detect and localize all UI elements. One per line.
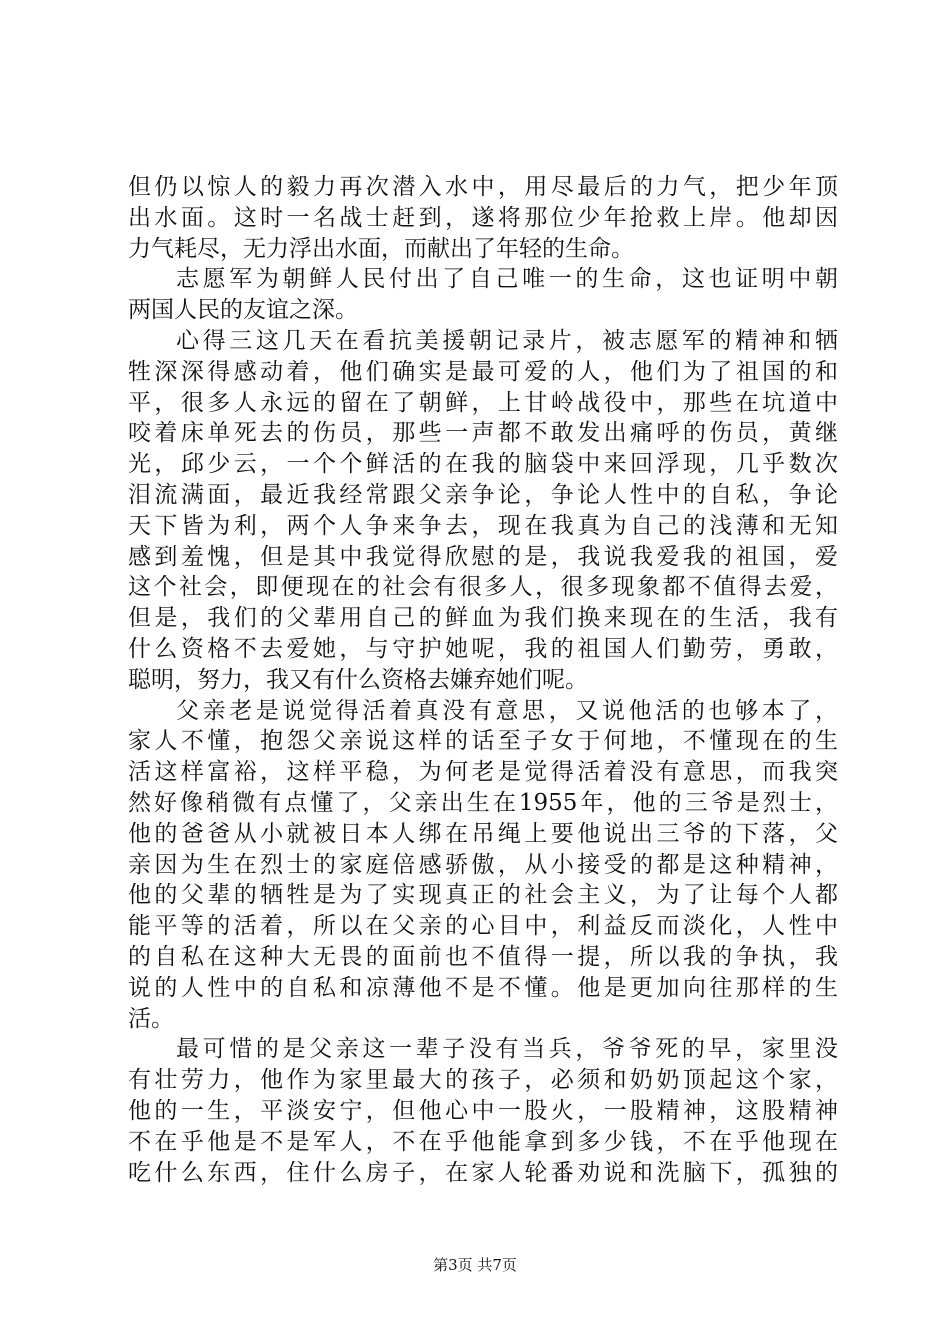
text-line: 力气耗尽，无力浮出水面，而献出了年轻的生命。 <box>128 235 634 262</box>
text-line: 出水面。这时一名战士赶到，遂将那位少年抢救上岸。他却因 <box>128 204 838 231</box>
text-line: 吃什么东西，住什么房子，在家人轮番劝说和洗脑下，孤独的 <box>128 1159 838 1186</box>
text-line: 父亲老是说觉得活着真没有意思，又说他活的也够本了， <box>176 697 838 724</box>
text-line: 泪流满面，最近我经常跟父亲争论，争论人性中的自私，争论 <box>128 481 838 508</box>
text-line: 他的一生，平淡安宁，但他心中一股火，一股精神，这股精神 <box>128 1097 838 1124</box>
text-line: 有壮劳力，他作为家里最大的孩子，必须和奶奶顶起这个家， <box>128 1067 838 1094</box>
text-line: 但是，我们的父辈用自己的鲜血为我们换来现在的生活，我有 <box>128 605 838 632</box>
text-line: 平，很多人永远的留在了朝鲜，上甘岭战役中，那些在坑道中 <box>128 389 838 416</box>
text-line: 活这样富裕，这样平稳，为何老是觉得活着没有意思，而我突 <box>128 759 838 786</box>
page-number-footer: 第3页 共7页 <box>433 1256 517 1274</box>
text-line: 他的爸爸从小就被日本人绑在吊绳上要他说出三爷的下落，父 <box>128 820 838 847</box>
text-line: 然好像稍微有点懂了，父亲出生在1955年，他的三爷是烈士， <box>128 789 838 816</box>
text-line: 志愿军为朝鲜人民付出了自己唯一的生命，这也证明中朝 <box>176 266 838 293</box>
text-line: 家人不懂，抱怨父亲说这样的话至子女于何地，不懂现在的生 <box>128 728 838 755</box>
text-line: 能平等的活着，所以在父亲的心目中，利益反而淡化，人性中 <box>128 913 838 940</box>
text-line: 亲因为生在烈士的家庭倍感骄傲，从小接受的都是这种精神， <box>128 851 838 878</box>
text-line: 牲深深得感动着，他们确实是最可爱的人，他们为了祖国的和 <box>128 358 838 385</box>
text-line: 什么资格不去爱她，与守护她呢，我的祖国人们勤劳，勇敢， <box>128 635 838 662</box>
text-line: 最可惜的是父亲这一辈子没有当兵，爷爷死的早，家里没 <box>176 1036 838 1063</box>
body-text <box>128 172 838 1188</box>
text-line: 感到羞愧，但是其中我觉得欣慰的是，我说我爱我的祖国，爱 <box>128 543 838 570</box>
text-line: 心得三这几天在看抗美援朝记录片，被志愿军的精神和牺 <box>176 327 838 354</box>
text-line: 两国人民的友谊之深。 <box>128 297 358 324</box>
text-line: 但仍以惊人的毅力再次潜入水中，用尽最后的力气，把少年顶 <box>128 174 838 200</box>
text-line: 活。 <box>128 1005 174 1032</box>
text-line: 这个社会，即便现在的社会有很多人，很多现象都不值得去爱， <box>128 574 838 601</box>
text-line: 的自私在这种大无畏的面前也不值得一提，所以我的争执，我 <box>128 943 838 970</box>
text-line: 他的父辈的牺牲是为了实现真正的社会主义，为了让每个人都 <box>128 882 838 909</box>
text-line: 聪明，努力，我又有什么资格去嫌弃她们呢。 <box>128 666 588 693</box>
text-line: 咬着床单死去的伤员，那些一声都不敢发出痛呼的伤员，黄继 <box>128 420 838 447</box>
text-line: 说的人性中的自私和凉薄他不是不懂。他是更加向往那样的生 <box>128 974 838 1001</box>
text-line: 天下皆为利，两个人争来争去，现在我真为自己的浅薄和无知 <box>128 512 838 539</box>
text-line: 光，邱少云，一个个鲜活的在我的脑袋中来回浮现，几乎数次 <box>128 451 838 478</box>
text-line: 不在乎他是不是军人，不在乎他能拿到多少钱，不在乎他现在 <box>128 1128 838 1155</box>
